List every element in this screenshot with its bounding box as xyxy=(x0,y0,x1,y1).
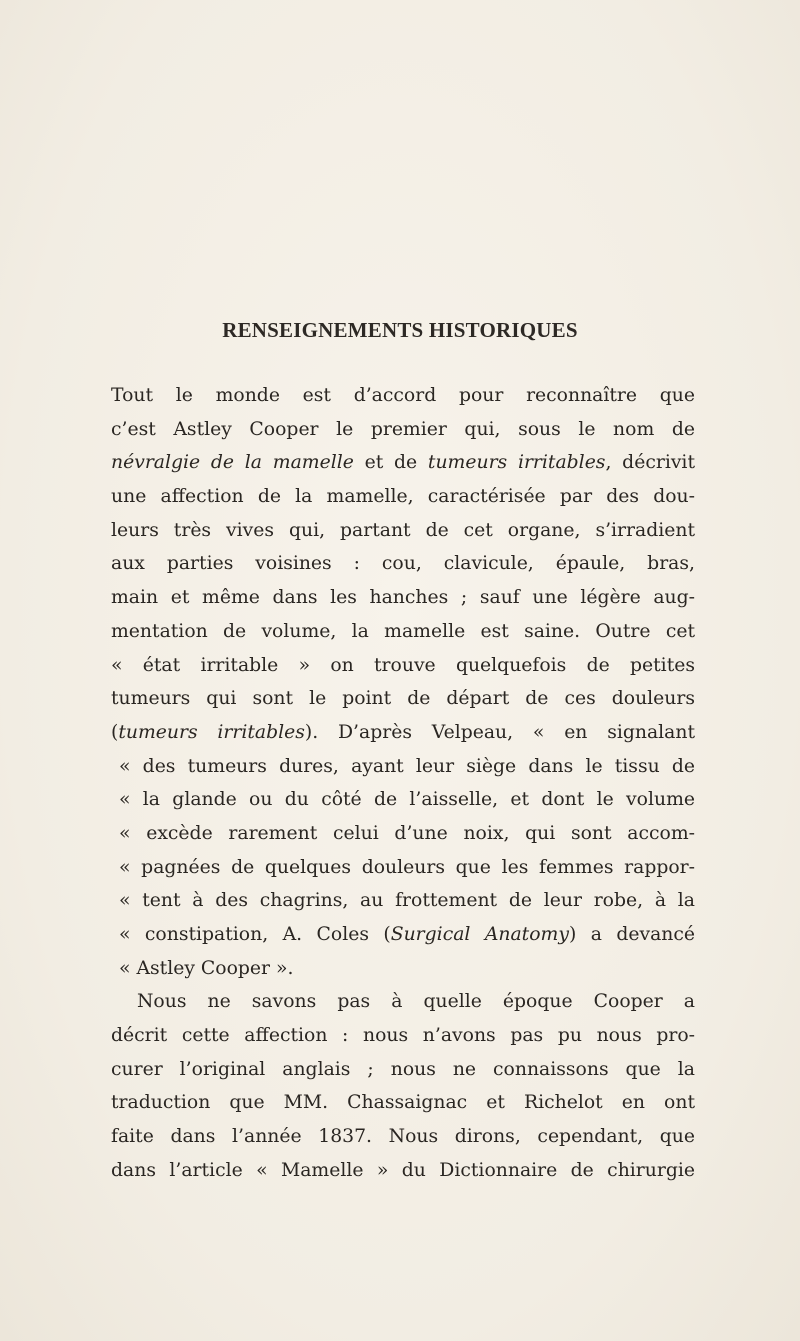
text-line xyxy=(111,750,695,784)
text-segment: « état irritable » on trouve quelquefois de petites xyxy=(111,654,695,676)
italic-phrase: Surgical Anatomy xyxy=(390,924,569,945)
text-line xyxy=(111,783,695,817)
text-segment: leurs très vives qui, partant de cet organe, s’irradient xyxy=(111,519,695,541)
text-line xyxy=(111,480,695,514)
text-line xyxy=(111,985,695,1019)
text-segment: « pagnées de quelques douleurs que les femmes rappor- xyxy=(119,856,695,878)
text-line xyxy=(111,1154,695,1188)
text-line xyxy=(111,918,695,952)
text-segment: , décrivit xyxy=(605,452,695,474)
text-line xyxy=(111,1120,695,1154)
text-segment: ). D’après Velpeau, « en signalant xyxy=(304,721,695,743)
text-line xyxy=(111,547,695,581)
text-line xyxy=(111,1086,695,1120)
text-segment: « Astley Cooper ». xyxy=(119,957,294,979)
text-segment: aux parties voisines : cou, clavicule, épaule, bras, xyxy=(111,553,695,575)
text-line xyxy=(111,413,695,447)
text-segment: « des tumeurs dures, ayant leur siège dans le tissu de xyxy=(119,755,695,777)
text-line xyxy=(111,682,695,716)
text-segment: c’est Astley Cooper le premier qui, sous le nom de xyxy=(111,418,695,440)
text-segment: traduction que MM. Chassaignac et Richelot en ont xyxy=(111,1092,695,1114)
text-line xyxy=(111,446,695,480)
text-segment: « tent à des chagrins, au frottement de leur robe, à la xyxy=(119,890,695,912)
text-segment: une affection de la mamelle, caractérisée par des dou- xyxy=(111,486,695,508)
text-segment: faite dans l’année 1837. Nous dirons, cependant, que xyxy=(111,1126,695,1148)
text-segment: curer l’original anglais ; nous ne connaissons que la xyxy=(111,1058,695,1080)
text-segment: « constipation, A. Coles ( xyxy=(119,924,391,945)
text-line xyxy=(111,952,695,986)
text-segment: et de xyxy=(353,452,428,474)
text-segment: « excède rarement celui d’une noix, qui sont accom- xyxy=(119,822,695,844)
text-segment: décrit cette affection : nous n’avons pas pu nous pro- xyxy=(111,1025,695,1047)
text-segment: dans l’article « Mamelle » du Dictionnaire de chirurgie xyxy=(111,1159,695,1181)
text-line xyxy=(111,379,695,413)
text-segment: tumeurs qui sont le point de départ de ces douleurs xyxy=(111,688,695,710)
text-line xyxy=(111,716,695,750)
text-segment: Nous ne savons pas à quelle époque Cooper a xyxy=(137,991,695,1013)
page-heading: RENSEIGNEMENTS HISTORIQUES xyxy=(222,318,578,342)
text-line xyxy=(111,514,695,548)
text-line xyxy=(111,581,695,615)
text-line xyxy=(111,1019,695,1053)
text-segment: « la glande ou du côté de l’aisselle, et dont le volume xyxy=(119,789,695,811)
text-line xyxy=(111,817,695,851)
text-line xyxy=(111,615,695,649)
text-line xyxy=(111,851,695,885)
text-line xyxy=(111,884,695,918)
body-text xyxy=(111,379,695,1188)
italic-phrase: tumeurs irritables xyxy=(427,452,606,474)
text-segment: ( xyxy=(111,721,119,743)
text-segment: main et même dans les hanches ; sauf une légère aug- xyxy=(111,587,695,609)
text-line xyxy=(111,649,695,683)
text-line xyxy=(111,1053,695,1087)
text-segment: Tout le monde est d’accord pour reconnaître que xyxy=(111,385,695,406)
italic-phrase: tumeurs irritables xyxy=(118,721,305,743)
italic-phrase: névralgie de la mamelle xyxy=(111,452,354,474)
text-segment: ) a devancé xyxy=(568,924,695,945)
text-segment: mentation de volume, la mamelle est saine. Outre cet xyxy=(111,620,695,642)
